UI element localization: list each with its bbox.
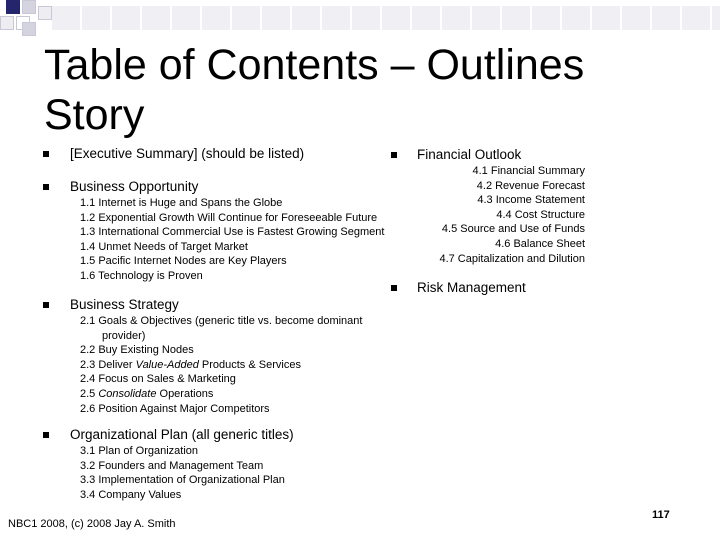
list-item: 1.2 Exponential Growth Will Continue for Foreseeable Future [80,211,378,224]
list-item: 2.1 Goals & Objectives (generic title vs. become dominant [80,315,363,327]
list-item: 1.4 Unmet Needs of Target Market [80,240,248,253]
corner-decoration [0,0,720,40]
page-title [44,40,684,140]
list-item: provider) [102,329,146,342]
list-item: 1.6 Technology is Proven [80,269,203,282]
list-item: 2.3 Deliver Value-Added Products & Services [80,358,301,371]
deco-square [0,16,14,30]
business-strategy-heading: Business Strategy [70,297,179,312]
business-opportunity-heading: Business Opportunity [70,179,199,194]
list-item: 4.7 Capitalization and Dilution [439,252,585,265]
organizational-plan-heading: Organizational Plan (all generic titles) [70,427,294,442]
list-item: 1.5 Pacific Internet Nodes are Key Players [80,255,287,268]
header-band [52,6,720,30]
list-item: 4.4 Cost Structure [496,208,585,221]
title-line-1: Table of Contents – Outlines [44,41,585,89]
list-item: 3.2 Founders and Management Team [80,459,264,472]
opportunity-list [80,196,384,284]
list-item: 1.3 International Commercial Use is Fastest Growing Segment [80,226,385,239]
bullet-icon [391,152,397,158]
deco-square [38,6,52,20]
list-item: 4.1 Financial Summary [472,165,585,177]
list-item: 3.3 Implementation of Organizational Plan [80,474,285,487]
bullet-icon [391,285,397,291]
bullet-icon [43,151,49,157]
deco-square [22,0,36,14]
list-item: 2.2 Buy Existing Nodes [80,344,194,357]
list-item: 2.5 Consolidate Operations [80,387,214,400]
list-item: 2.6 Position Against Major Competitors [80,402,270,415]
strategy-list [80,314,362,416]
risk-management-heading: Risk Management [417,280,526,295]
list-item: 3.1 Plan of Organization [80,445,199,457]
list-item: 4.3 Income Statement [477,194,585,207]
organization-list [80,444,285,502]
financial-outlook-heading: Financial Outlook [417,147,522,162]
list-item: 4.2 Revenue Forecast [476,179,585,192]
deco-square [6,0,20,14]
bullet-icon [43,302,49,308]
bullet-icon [43,184,49,190]
page-number: 117 [652,509,670,521]
list-item: 1.1 Internet is Huge and Spans the Globe [80,197,283,209]
list-item: 4.5 Source and Use of Funds [441,223,585,236]
bullet-icon [43,432,49,438]
financial-list [412,164,585,266]
exec-summary-item: [Executive Summary] (should be listed) [70,146,305,161]
footer-credit: NBC1 2008, (c) 2008 Jay A. Smith [8,518,176,530]
list-item: 4.6 Balance Sheet [495,237,585,250]
deco-square [22,22,36,36]
title-line-2: Story [44,91,145,139]
list-item: 2.4 Focus on Sales & Marketing [80,373,236,386]
list-item: 3.4 Company Values [80,488,182,501]
